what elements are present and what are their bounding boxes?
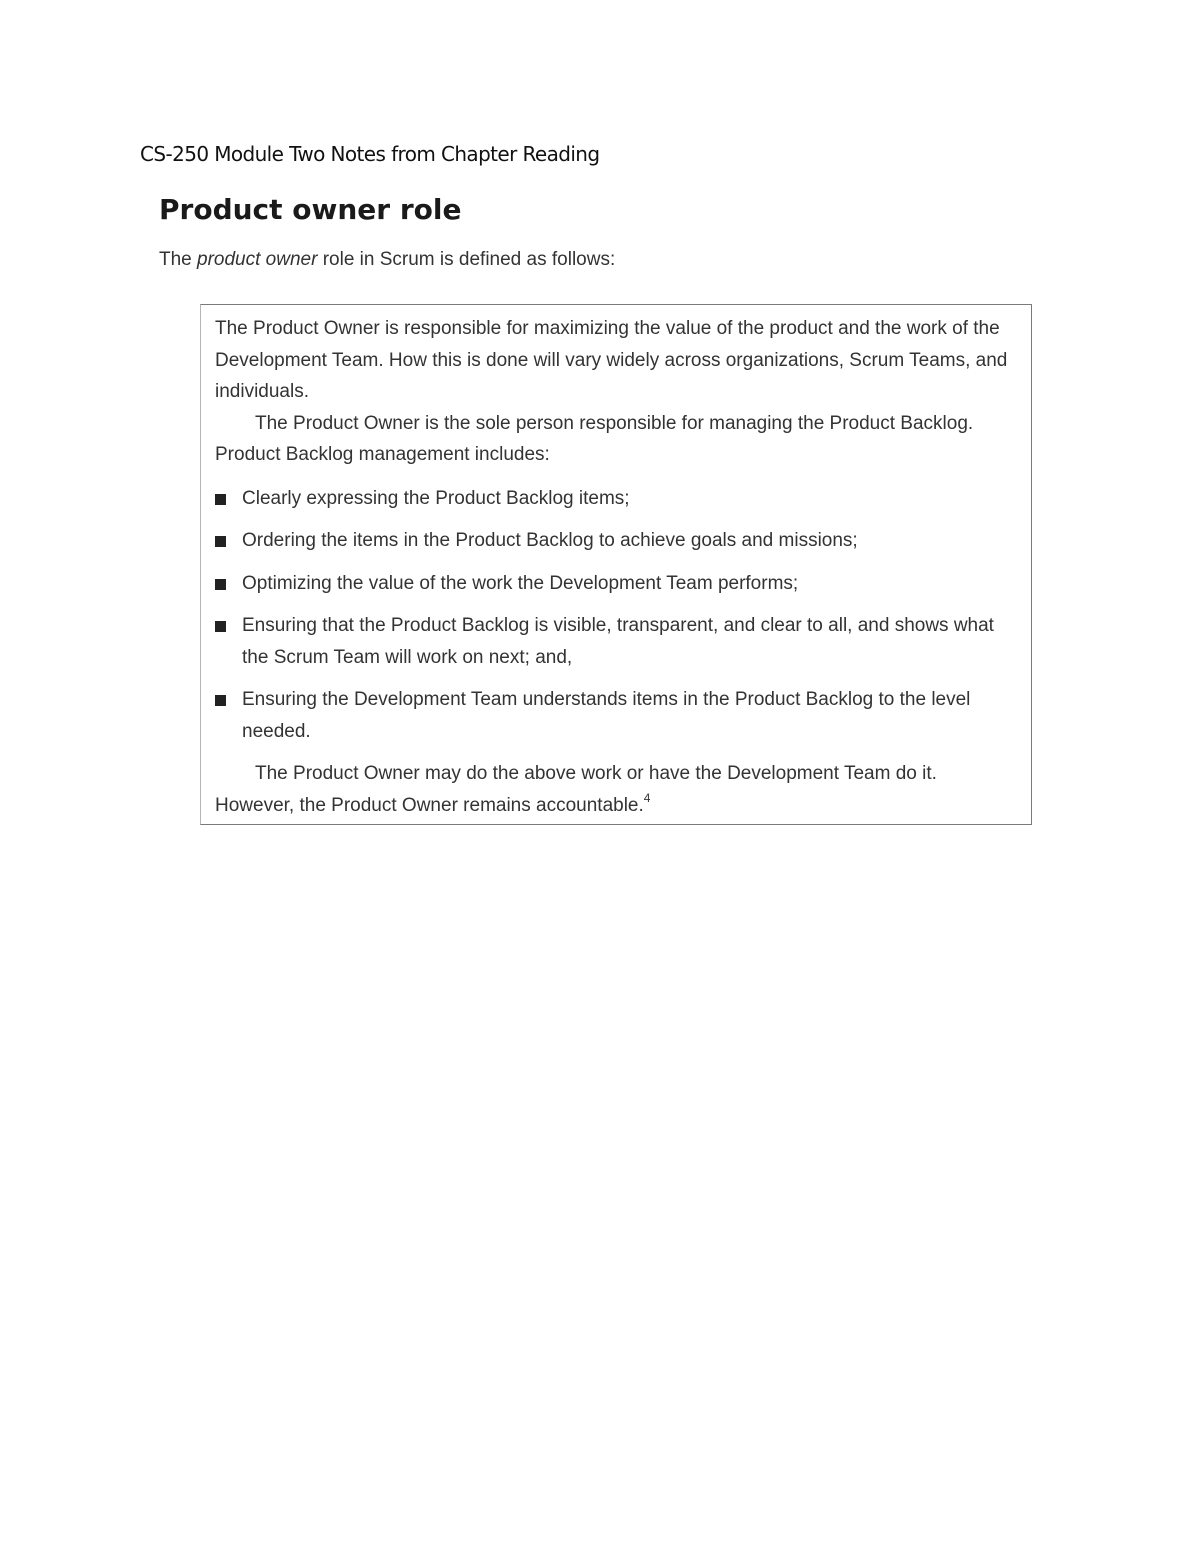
footnote-marker: 4	[643, 790, 651, 805]
list-item-text: Ordering the items in the Product Backlog to achieve goals and missions;	[242, 530, 858, 551]
backlog-management-list	[215, 483, 1017, 748]
closing-text: The Product Owner may do the above work or have the Development Team do it. However, the Product Owner remains accountable.	[215, 763, 937, 816]
list-item	[215, 568, 1017, 600]
definition-quote-box	[200, 304, 1032, 825]
list-item-text: Clearly expressing the Product Backlog items;	[242, 487, 630, 509]
list-item	[215, 525, 1017, 557]
quote-paragraph-2: The Product Owner is the sole person responsible for managing the Product Backlog. Product Backlog management includes:	[215, 412, 974, 465]
square-bullet-icon	[215, 621, 226, 632]
list-item	[215, 610, 1017, 673]
square-bullet-icon	[215, 695, 226, 706]
section-intro	[159, 249, 615, 271]
square-bullet-icon	[215, 494, 226, 505]
list-item-text: Ensuring the Development Team understands items in the Product Backlog to the level needed.	[242, 689, 971, 742]
intro-text-before: The	[159, 249, 198, 270]
section-title: Product owner role	[159, 193, 462, 226]
square-bullet-icon	[215, 579, 226, 590]
list-item-text: Optimizing the value of the work the Development Team performs;	[242, 572, 799, 594]
list-item	[215, 684, 1017, 747]
quote-closing	[215, 758, 1017, 821]
square-bullet-icon	[215, 536, 226, 547]
document-heading: CS-250 Module Two Notes from Chapter Reading	[140, 142, 600, 166]
list-item	[215, 483, 1017, 515]
intro-emphasis: product owner	[197, 249, 318, 270]
intro-text-after: role in Scrum is defined as follows:	[317, 249, 616, 270]
quote-paragraph-1: The Product Owner is responsible for maximizing the value of the product and the work of the Development Team. How this is done will vary widely across organizations, Scrum Teams, and individuals.	[215, 318, 1008, 402]
list-item-text: Ensuring that the Product Backlog is visible, transparent, and clear to all, and shows what the Scrum Team will work on next; and,	[242, 615, 994, 668]
